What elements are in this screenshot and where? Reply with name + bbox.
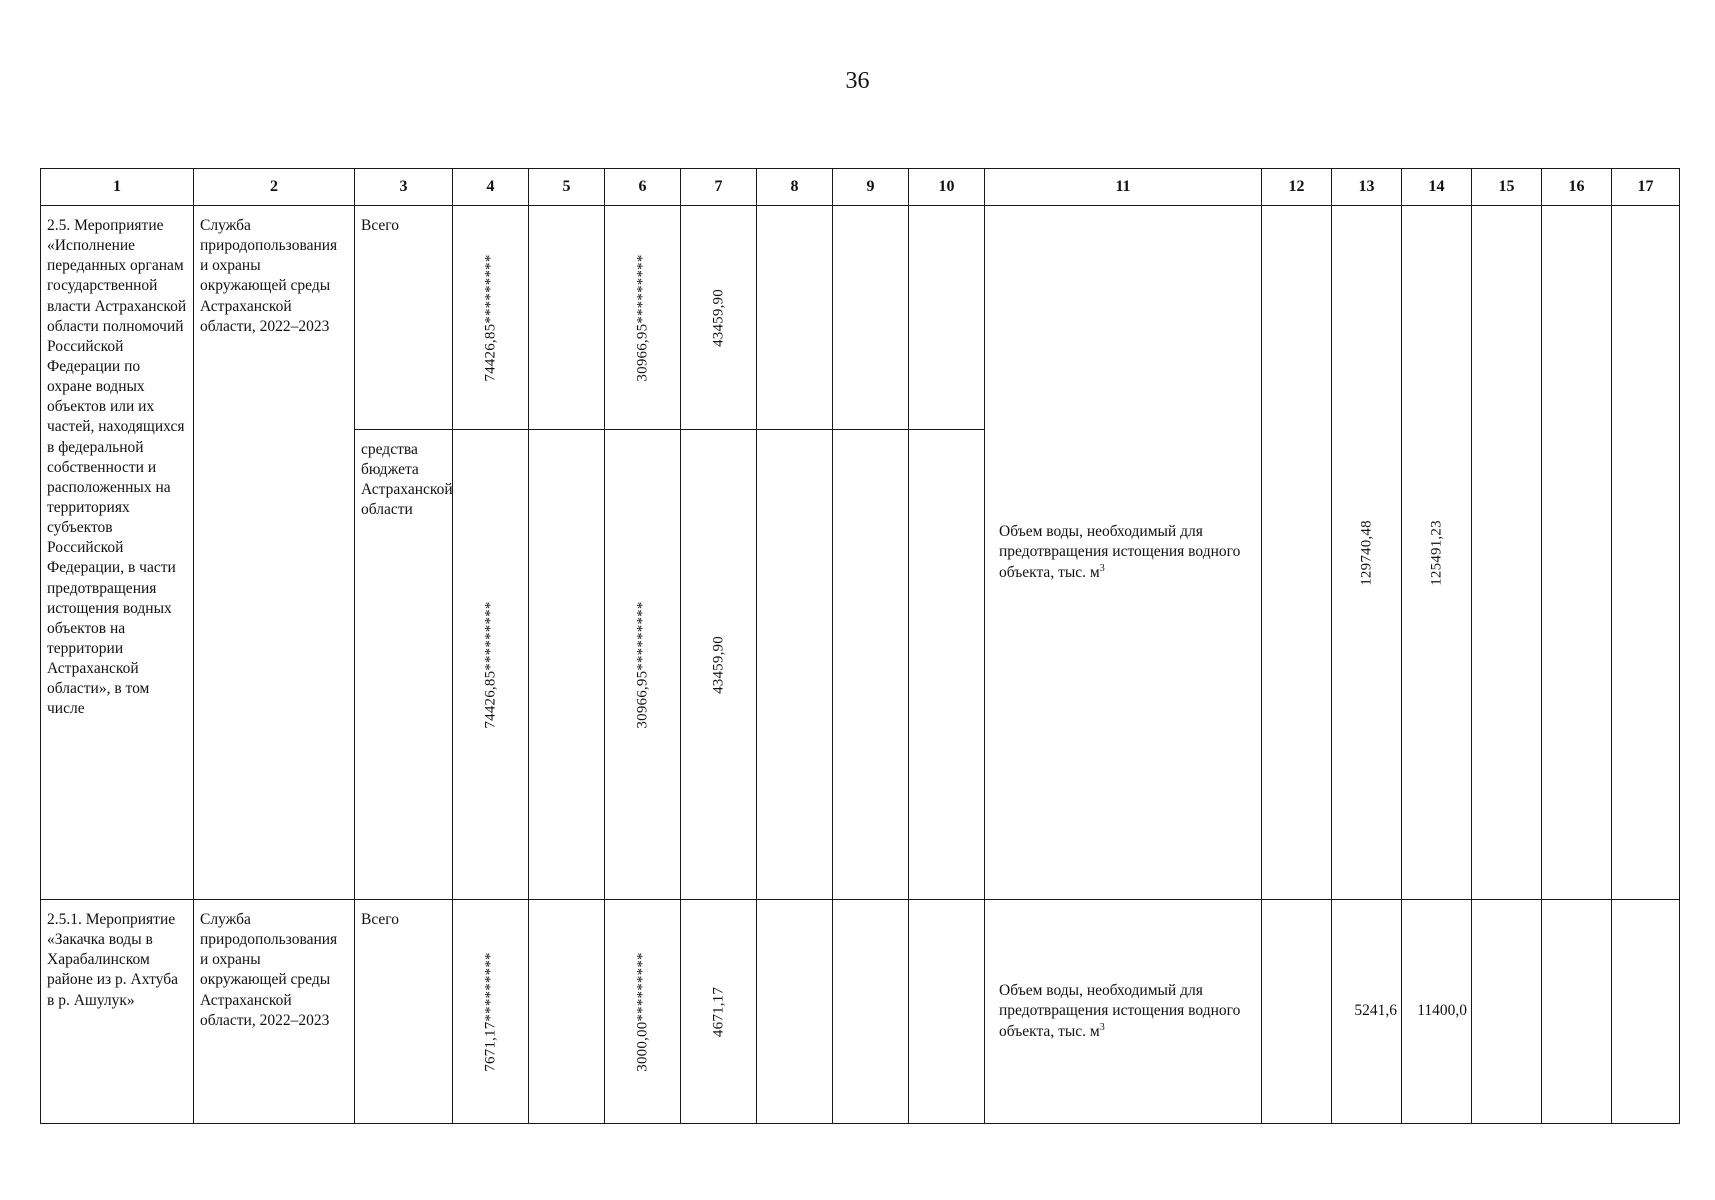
col10-cell xyxy=(909,430,985,900)
col16-cell xyxy=(1542,206,1612,900)
header-col-1: 1 xyxy=(41,169,194,206)
header-col-12: 12 xyxy=(1262,169,1332,206)
col7-cell xyxy=(681,430,757,900)
header-col-4: 4 xyxy=(453,169,529,206)
col15-cell xyxy=(1472,900,1542,1124)
col8-cell xyxy=(757,430,833,900)
col5-cell xyxy=(529,206,605,430)
header-col-9: 9 xyxy=(833,169,909,206)
executor-cell xyxy=(194,206,355,900)
header-col-6: 6 xyxy=(605,169,681,206)
col14-value: 125491,23 xyxy=(1427,519,1444,586)
funding-source: средства бюджета Астраханской области xyxy=(361,441,453,519)
col7-cell xyxy=(681,206,757,430)
col4-value: 74426,85********* xyxy=(481,600,498,729)
header-col-17: 17 xyxy=(1612,169,1680,206)
col12-cell xyxy=(1262,900,1332,1124)
col9-cell xyxy=(833,900,909,1124)
funding-source: Всего xyxy=(361,911,400,928)
source-cell xyxy=(355,206,453,430)
col4-value: 74426,85********* xyxy=(481,253,498,382)
col4-value: 7671,17********* xyxy=(481,951,498,1072)
measure-name: 2.5. Мероприятие «Исполнение переданных органам государственной власти Астраханской области полномочий Российской Федерации по охране водных объектов или их частей, находящихся в федеральной собственности и расположенных на территориях субъектов Российской Федерации, в части предотвращения истощения водных объектов на территории Астраханской области», в том числе xyxy=(47,217,187,718)
col4-cell xyxy=(453,900,529,1124)
indicator-cell xyxy=(985,900,1262,1124)
col14-cell xyxy=(1402,900,1472,1124)
col14-value: 11400,0 xyxy=(1417,1002,1467,1020)
page-number: 36 xyxy=(845,68,870,94)
executor-cell xyxy=(194,900,355,1124)
header-col-7: 7 xyxy=(681,169,757,206)
col13-value: 129740,48 xyxy=(1357,519,1374,586)
col6-value: 3000,00********* xyxy=(633,951,650,1072)
col12-cell xyxy=(1262,206,1332,900)
measure-name-cell xyxy=(41,206,194,900)
table-row xyxy=(41,206,1680,430)
header-col-10: 10 xyxy=(909,169,985,206)
header-col-13: 13 xyxy=(1332,169,1402,206)
header-col-8: 8 xyxy=(757,169,833,206)
measure-name-cell xyxy=(41,900,194,1124)
indicator-sup: 3 xyxy=(1099,562,1105,574)
col7-value: 43459,90 xyxy=(709,288,726,347)
source-cell xyxy=(355,900,453,1124)
header-col-5: 5 xyxy=(529,169,605,206)
funding-source: Всего xyxy=(361,217,400,234)
col4-cell xyxy=(453,430,529,900)
col9-cell xyxy=(833,206,909,430)
col16-cell xyxy=(1542,900,1612,1124)
col15-cell xyxy=(1472,206,1542,900)
col5-cell xyxy=(529,430,605,900)
col9-cell xyxy=(833,430,909,900)
header-col-14: 14 xyxy=(1402,169,1472,206)
col13-cell xyxy=(1332,206,1402,900)
header-col-16: 16 xyxy=(1542,169,1612,206)
header-col-15: 15 xyxy=(1472,169,1542,206)
col4-cell xyxy=(453,206,529,430)
indicator-text: Объем воды, необходимый для предотвращения истощения водного объекта, тыс. м xyxy=(999,981,1241,1041)
col6-value: 30966,95********* xyxy=(633,600,650,729)
col17-cell xyxy=(1612,206,1680,900)
col6-cell xyxy=(605,430,681,900)
col13-cell xyxy=(1332,900,1402,1124)
header-col-3: 3 xyxy=(355,169,453,206)
col10-cell xyxy=(909,900,985,1124)
col8-cell xyxy=(757,900,833,1124)
col17-cell xyxy=(1612,900,1680,1124)
col5-cell xyxy=(529,900,605,1124)
col6-cell xyxy=(605,900,681,1124)
col7-value: 4671,17 xyxy=(709,986,726,1037)
col7-cell xyxy=(681,900,757,1124)
col7-value: 43459,90 xyxy=(709,635,726,694)
executor: Служба природопользования и охраны окружающей среды Астраханской области, 2022–2023 xyxy=(200,217,338,335)
table-row xyxy=(41,900,1680,1124)
col6-value: 30966,95********* xyxy=(633,253,650,382)
col6-cell xyxy=(605,206,681,430)
header-col-2: 2 xyxy=(194,169,355,206)
col8-cell xyxy=(757,206,833,430)
header-row xyxy=(41,169,1680,206)
indicator-cell xyxy=(985,206,1262,900)
col14-cell xyxy=(1402,206,1472,900)
executor: Служба природопользования и охраны окружающей среды Астраханской области, 2022–2023 xyxy=(200,911,338,1029)
col10-cell xyxy=(909,206,985,430)
program-table xyxy=(40,168,1680,1124)
measure-name: 2.5.1. Мероприятие «Закачка воды в Харабалинском районе из р. Ахтуба в р. Ашулук» xyxy=(47,911,178,1009)
indicator-sup: 3 xyxy=(1099,1021,1105,1033)
header-col-11: 11 xyxy=(985,169,1262,206)
source-cell xyxy=(355,430,453,900)
col13-value: 5241,6 xyxy=(1354,1002,1397,1020)
indicator-text: Объем воды, необходимый для предотвращения истощения водного объекта, тыс. м xyxy=(999,522,1241,582)
